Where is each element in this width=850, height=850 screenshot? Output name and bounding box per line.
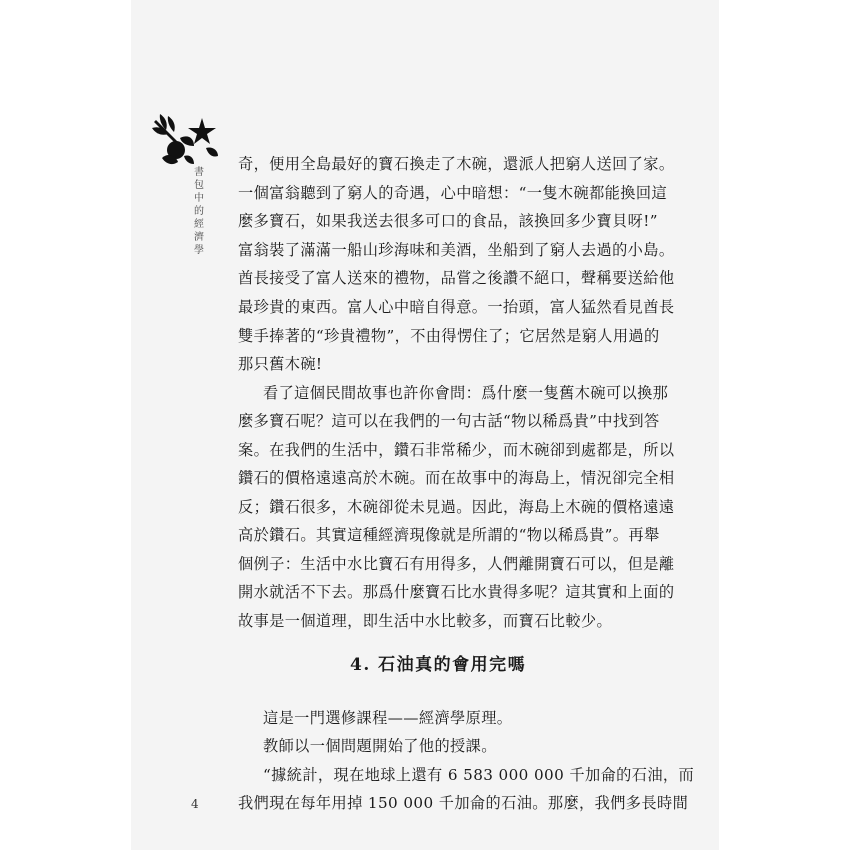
running-head-char: 書 [194,167,204,178]
body-text-line: 反；鑽石很多，木碗卻從未見過。因此，海島上木碗的價格遠遠 [238,498,675,516]
body-text-line: 奇，便用全島最好的寶石換走了木碗，還派人把窮人送回了家。 [238,155,675,173]
body-text-line: “據統計，現在地球上還有 6 583 000 000 千加侖的石油，而 [263,766,695,784]
body-text-line: 這是一門選修課程——經濟學原理。 [263,709,513,727]
running-head-char: 中 [194,193,204,204]
running-head-char: 濟 [194,232,204,243]
body-text-line: 最珍貴的東西。富人心中暗自得意。一抬頭，富人猛然看見酋長 [238,298,675,316]
page-number: 4 [191,797,199,811]
running-head [193,166,205,257]
body-text-line: 開水就活不下去。那爲什麼寶石比水貴得多呢？這其實和上面的 [238,583,675,601]
body-text-line: 個例子：生活中水比寶石有用得多，人們離開寶石可以，但是離 [238,555,675,573]
body-text-line: 一個富翁聽到了窮人的奇遇，心中暗想：“一隻木碗都能換回這 [238,184,668,202]
body-text-line: 故事是一個道理，即生活中水比較多，而寶石比較少。 [238,612,613,630]
body-text-line: 看了這個民間故事也許你會問：爲什麼一隻舊木碗可以換那 [263,384,669,402]
section-heading: 4. 石油真的會用完嗎 [350,655,527,675]
running-head-char: 學 [194,245,204,256]
body-text-line: 那只舊木碗! [238,355,323,373]
running-head-char: 經 [194,219,204,230]
body-text-line: 教師以一個問題開始了他的授課。 [263,737,497,755]
body-text-line: 麼多寶石呢？這可以在我們的一句古話“物以稀爲貴”中找到答 [238,412,660,430]
flower-ornament-icon [150,112,222,174]
body-text-line: 鑽石的價格遠遠高於木碗。而在故事中的海島上，情況卻完全相 [238,469,675,487]
body-text-line: 雙手捧著的“珍貴禮物”，不由得愣住了；它居然是窮人用過的 [238,327,660,345]
body-text-line: 我們現在每年用掉 150 000 千加侖的石油。那麼，我們多長時間 [238,794,689,812]
body-text-line: 高於鑽石。其實這種經濟現像就是所謂的“物以稀爲貴”。再舉 [238,526,660,544]
body-text-line: 麼多寶石，如果我送去很多可口的食品，該換回多少寶貝呀!” [238,212,658,230]
running-head-char: 的 [194,206,204,217]
body-text-line: 富翁裝了滿滿一船山珍海味和美酒，坐船到了窮人去過的小島。 [238,241,675,259]
body-text-line: 案。在我們的生活中，鑽石非常稀少，而木碗卻到處都是，所以 [238,441,675,459]
body-text-line: 酋長接受了富人送來的禮物，品嘗之後讚不絕口，聲稱要送給他 [238,269,675,287]
running-head-char: 包 [194,180,204,191]
